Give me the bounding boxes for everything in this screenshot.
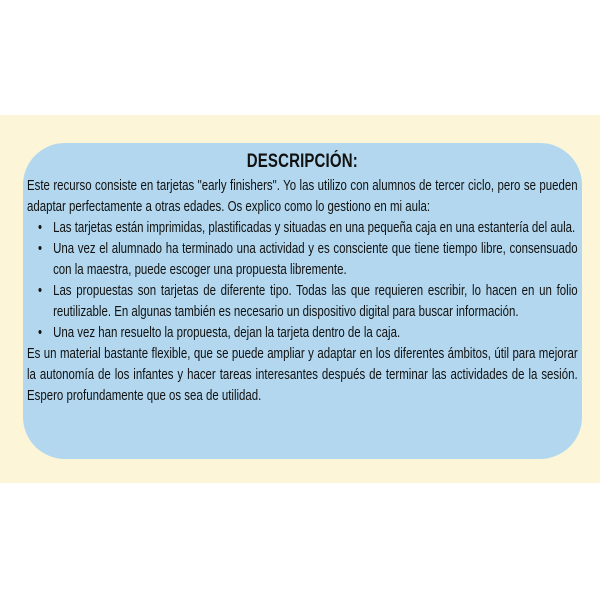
bullet-item-cards-storage: • Las tarjetas están imprimidas, plastificadas y situadas en una pequeña caja en una estantería del aula. — [27, 218, 578, 239]
intro-paragraph: Este recurso consiste en tarjetas "early finishers". Yo las utilizo con alumnos de tercer ciclo, pero se pueden adaptar perfectamente a otras edades. Os explico como lo gestiono en mi aula: — [27, 178, 578, 215]
outro-paragraph: Es un material bastante flexible, que se puede ampliar y adaptar en los diferentes ámbitos, útil para mejorar la autonomía de los infantes y hacer tareas interesantes después de terminar las actividades de la sesión. Espero profundamente que os sea de utilidad. — [27, 346, 578, 404]
card-content — [27, 148, 578, 407]
bullet-item-return-card: • Una vez han resuelto la propuesta, dejan la tarjeta dentro de la caja. — [27, 323, 578, 344]
description-title: DESCRIPCIÓN: — [246, 151, 358, 172]
description-card — [23, 143, 582, 459]
bullet-item-free-time-choice: • Una vez el alumnado ha terminado una actividad y es consciente que tiene tiempo libre, consensuado con la maestra, puede escoger una propuesta libremente. — [27, 239, 578, 281]
bullet-item-card-types: • Las propuestas son tarjetas de diferente tipo. Todas las que requieren escribir, lo hacen en un folio reutilizable. En algunas también es necesario un dispositivo digital para buscar información. — [27, 281, 578, 323]
bullet-list — [27, 218, 578, 344]
